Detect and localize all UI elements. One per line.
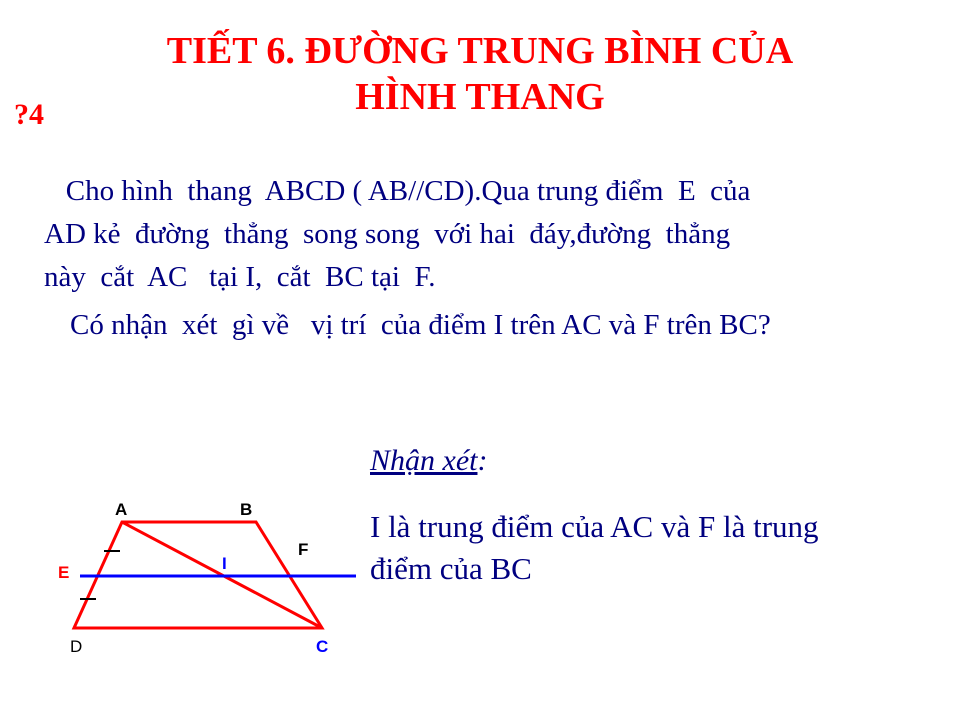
label-i: I [222, 554, 227, 573]
label-d: D [70, 637, 83, 656]
remark-label-text: Nhận xét [370, 444, 478, 477]
label-c: C [316, 637, 329, 656]
problem-question: Có nhận xét gì về vị trí của điểm I trên AC và F trên BC? [70, 309, 771, 341]
remark-colon: : [477, 444, 488, 477]
remark-line-2: điểm của BC [370, 551, 532, 586]
label-a: A [115, 500, 128, 519]
title-line-2: HÌNH THANG [355, 76, 605, 118]
label-f: F [298, 540, 309, 559]
problem-line-2: AD kẻ đường thẳng song song với hai đáy,đường thẳng [44, 218, 731, 250]
title-line-1: TIẾT 6. ĐƯỜNG TRUNG BÌNH CỦA [166, 30, 794, 72]
question-number: ?4 [14, 98, 44, 131]
remark-line-1: I là trung điểm của AC và F là trung [370, 509, 819, 544]
label-e: E [58, 563, 70, 582]
problem-line-1: Cho hình thang ABCD ( AB//CD).Qua trung điểm E của [44, 175, 751, 207]
problem-line-3: này cắt AC tại I, cắt BC tại F. [44, 261, 436, 293]
label-b: B [240, 500, 253, 519]
